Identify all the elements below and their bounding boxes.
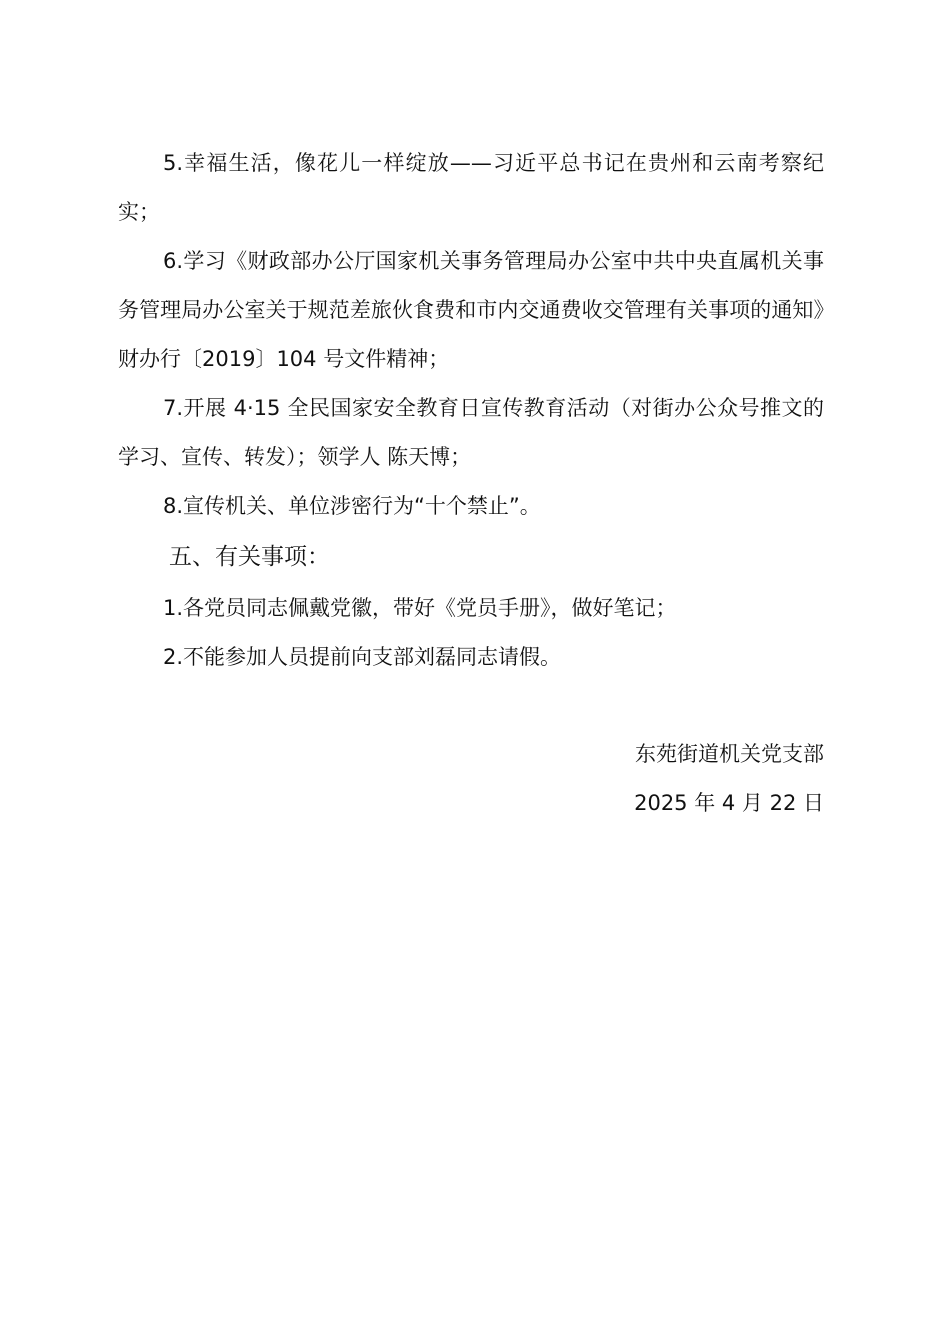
- agenda-item-7: 7.开展 4·15 全民国家安全教育日宣传教育活动（对街办公众号推文的学习、宣传、转发）；领学人 陈天博；: [118, 396, 824, 469]
- agenda-item-5: 5.幸福生活，像花儿一样绽放——习近平总书记在贵州和云南考察纪实；: [118, 151, 824, 224]
- note-item-2: 2.不能参加人员提前向支部刘磊同志请假。: [163, 645, 562, 669]
- agenda-item-8: 8.宣传机关、单位涉密行为“十个禁止”。: [163, 494, 541, 518]
- note-item-1: 1.各党员同志佩戴党徽，带好《党员手册》，做好笔记；: [163, 596, 677, 620]
- signature-date: 2025 年 4 月 22 日: [634, 791, 824, 815]
- signature-organization: 东苑街道机关党支部: [635, 742, 824, 766]
- signature-spacer: [118, 682, 824, 730]
- agenda-item-6: 6.学习《财政部办公厅国家机关事务管理局办公室中共中央直属机关事务管理局办公室关于规范差旅伙食费和市内交通费收交管理有关事项的通知》财办行〔2019〕104 号文件精神；: [118, 249, 824, 371]
- document-body: [118, 139, 824, 828]
- section-heading: 五、有关事项：: [169, 544, 330, 570]
